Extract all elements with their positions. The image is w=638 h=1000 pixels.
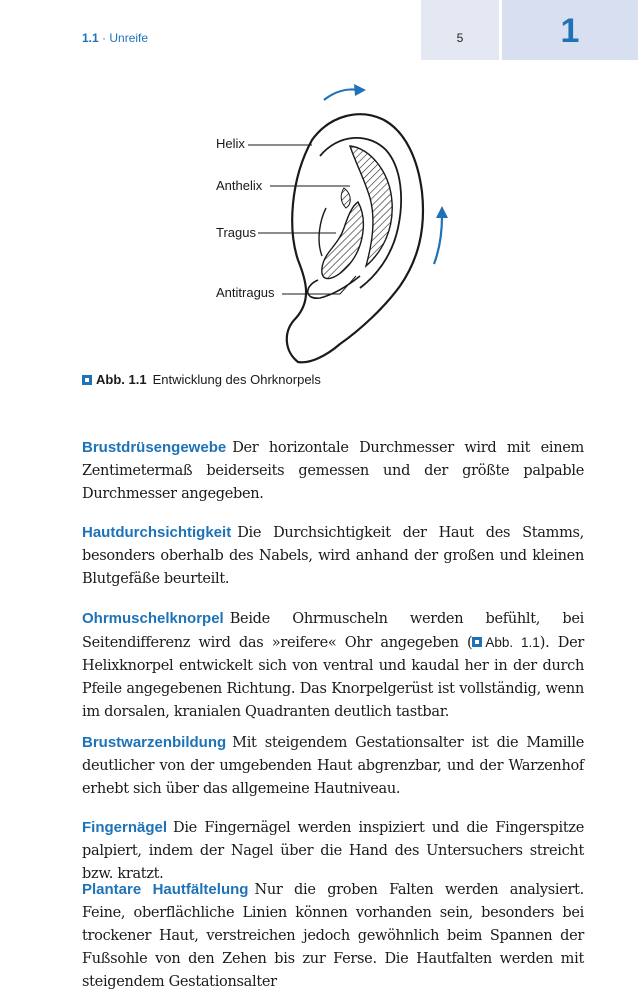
- paragraph-text-after: ). Der Helixknorpel entwickelt sich von ventral und kaudal her in der durch Pfeile angegebenen Richtung. Das Knorpelgerüst ist vollständig, wenn im dorsalen, kranialen Quadranten deutlich tastbar.: [82, 635, 584, 720]
- term: Hautdurchsichtigkeit: [82, 524, 232, 541]
- label-antitragus: Antitragus: [216, 285, 275, 300]
- paragraph-text: Die Durchsichtigkeit der Haut des Stamms, besonders oberhalb des Nabels, wird anhand der großen und kleinen Blutgefäße beurteilt.: [82, 525, 584, 587]
- label-helix: Helix: [216, 136, 245, 151]
- top-arrow-head: [354, 84, 366, 96]
- label-tragus: Tragus: [216, 225, 256, 240]
- crus-shape: [341, 188, 350, 208]
- antitragus-leader: [282, 276, 356, 294]
- right-arrow-head: [436, 206, 448, 218]
- figure-reference-label: Abb. 1.1: [485, 635, 540, 650]
- term: Plantare Hautfältelung: [82, 881, 249, 898]
- paragraph-text: Mit steigendem Gestationsalter ist die Mamille deutlicher von der umgebenden Haut abgrenzbar, und der Warzenhof erhebt sich über das allgemeine Hautniveau.: [82, 735, 584, 797]
- term: Ohrmuschelknorpel: [82, 610, 224, 627]
- figure-marker-icon: [472, 637, 482, 647]
- term: Brustdrüsengewebe: [82, 439, 227, 456]
- term: Fingernägel: [82, 819, 168, 836]
- caption-label: Abb. 1.1: [96, 372, 147, 387]
- paragraph-plantare-hautfaeltelung: [82, 878, 584, 994]
- paragraph-text: Die Fingernägel werden inspiziert und die Fingerspitze palpiert, indem der Nagel über die Hand des Untersuchers streicht bzw. kratzt.: [82, 820, 584, 882]
- antitragus-outline: [308, 276, 360, 298]
- paragraph-text: Der horizontale Durchmesser wird mit einem Zentimetermaß beiderseits gemessen und der größte palpable Durchmesser angegeben.: [82, 440, 584, 502]
- section-title: Unreife: [109, 31, 149, 45]
- chapter-tab: [502, 0, 638, 60]
- paragraph-text-before: Beide Ohrmuscheln werden befühlt, bei Seitendifferenz wird das »reifere« Ohr angegeben (: [82, 611, 584, 651]
- caption-text: Entwicklung des Ohrknorpels: [152, 372, 321, 387]
- right-arrow: [434, 216, 442, 264]
- figure-caption: [82, 372, 321, 387]
- label-anthelix: Anthelix: [216, 178, 263, 193]
- running-header: [82, 31, 148, 45]
- page-number-box: [421, 0, 499, 60]
- page-number: 5: [456, 31, 464, 45]
- paragraph-text: Nur die groben Falten werden analysiert. Feine, oberflächliche Linien können vorhanden sein, besonders bei trockener Haut, verstreichen jedoch gewöhnlich beim Spannen der Fußsohle von den Zehen bis zur Ferse. Die Hautfalten werden mit steigendem Gestationsalter: [82, 882, 584, 990]
- tragus-shape: [322, 202, 364, 279]
- figure-reference[interactable]: [472, 635, 539, 650]
- figure-marker-icon: [82, 375, 92, 385]
- ear-illustration: [200, 80, 480, 365]
- paragraph-ohrmuschelknorpel: [82, 607, 584, 724]
- paragraph-fingernaegel: [82, 816, 584, 886]
- term: Brustwarzenbildung: [82, 734, 227, 751]
- tragus-inner-line: [319, 208, 326, 256]
- paragraph-brustdruesengewebe: [82, 436, 584, 506]
- section-separator: ·: [98, 31, 110, 45]
- paragraph-brustwarzenbildung: [82, 731, 584, 801]
- ear-figure: [200, 80, 480, 365]
- section-number: 1.1: [82, 31, 99, 45]
- chapter-number: 1: [560, 12, 580, 50]
- paragraph-hautdurchsichtigkeit: [82, 521, 584, 591]
- top-arrow: [324, 89, 358, 100]
